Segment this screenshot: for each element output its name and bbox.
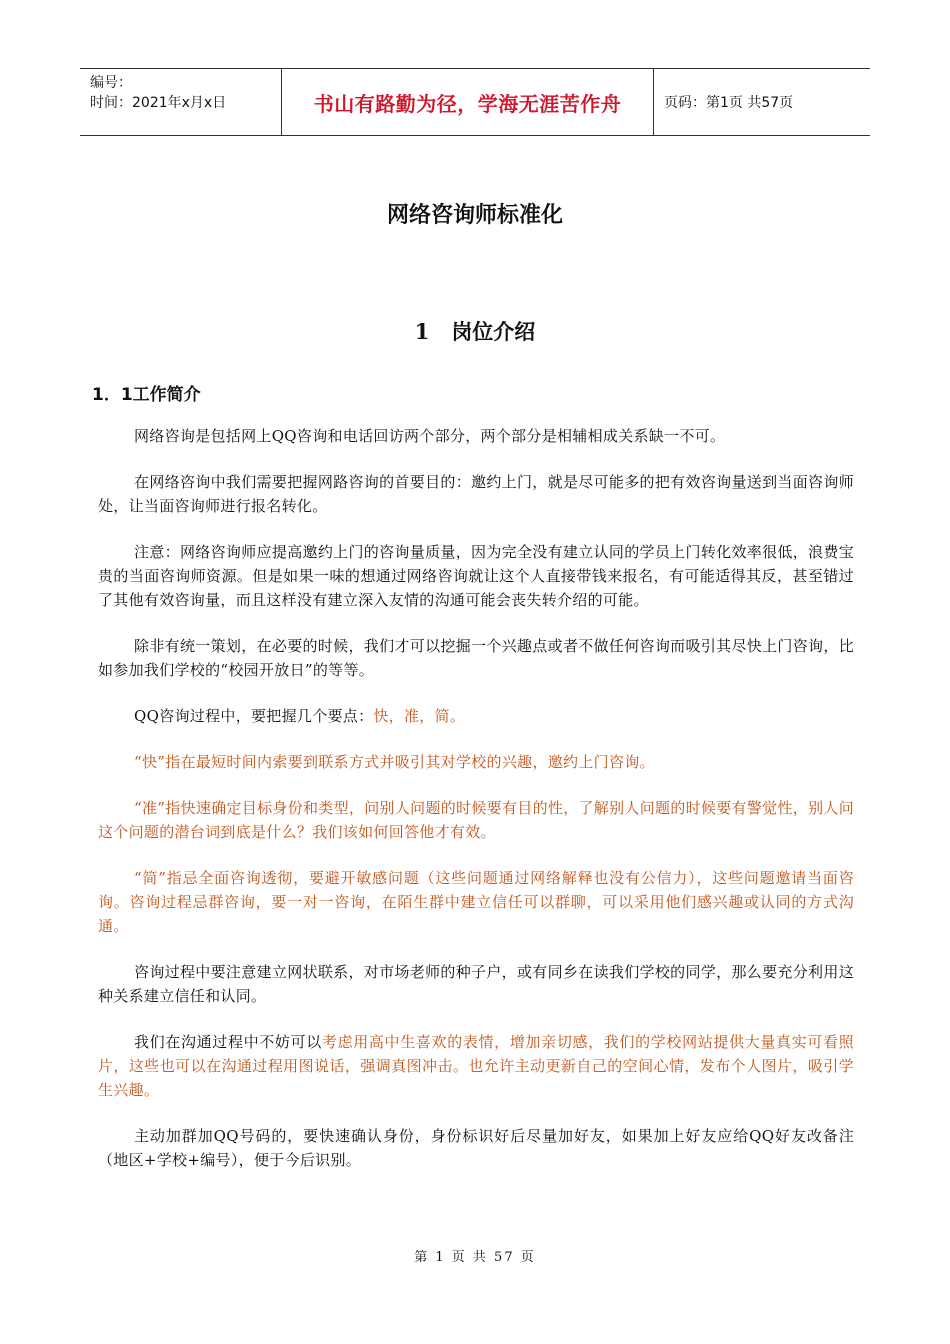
paragraph: 在网络咨询中我们需要把握网路咨询的首要目的：邀约上门，就是尽可能多的把有效咨询量送到当面咨询师处，让当面咨询师进行报名转化。 xyxy=(98,473,854,515)
paragraph: 我们在沟通过程中不妨可以考虑用高中生喜欢的表情，增加亲切感，我们的学校网站提供大量真实可看照片，这些也可以在沟通过程用图说话，强调真图冲击。也允许主动更新自己的空间心情，发布个人图片，吸引学生兴趣。 xyxy=(98,1033,854,1099)
paragraph: 注意：网络咨询师应提高邀约上门的咨询量质量，因为完全没有建立认同的学员上门转化效率很低，浪费宝贵的当面咨询师资源。但是如果一味的想通过网络咨询就让这个人直接带钱来报名，有可能适得其反，甚至错过了其他有效咨询量，而且这样没有建立深入友情的沟通可能会丧失转介绍的可能。 xyxy=(98,543,854,609)
paragraph: 网络咨询是包括网上QQ咨询和电话回访两个部分，两个部分是相辅相成关系缺一不可。 xyxy=(134,427,726,445)
paragraph: QQ咨询过程中，要把握几个要点：快，准，简。 xyxy=(134,707,466,725)
paragraph-kuai: “快”指在最短时间内索要到联系方式并吸引其对学校的兴趣，邀约上门咨询。 xyxy=(134,753,655,771)
highlight-text: 考虑用高中生喜欢的表情，增加亲切感，我们的学校网站提供大量真实可看照片，这些也可以在沟通过程用图说话，强调真图冲击。也允许主动更新自己的空间心情，发布个人图片，吸引学生兴趣。 xyxy=(98,1033,854,1099)
paragraph: 主动加群加QQ号码的，要快速确认身份，身份标识好后尽量加好友，如果加上好友应给QQ好友改备注（地区+学校+编号），便于今后识别。 xyxy=(98,1127,854,1169)
section-heading xyxy=(0,316,950,346)
section-number: 1 xyxy=(414,319,430,344)
time-label: 时间：2021年x月x日 xyxy=(90,95,227,111)
highlight-text: 快，准，简。 xyxy=(373,707,466,725)
paragraph: 除非有统一策划，在必要的时候，我们才可以挖掘一个兴趣点或者不做任何咨询而吸引其尽快上门咨询，比如参加我们学校的“校园开放日”的等等。 xyxy=(98,637,854,679)
header-motto: 书山有路勤为径，学海无涯苦作舟 xyxy=(282,69,654,135)
header-meta xyxy=(80,69,282,135)
page-footer: 第 1 页 共 57 页 xyxy=(414,1250,536,1265)
header-page-info: 页码：第1页 共57页 xyxy=(664,95,794,111)
subsection-heading: 1．1工作简介 xyxy=(92,385,201,405)
document-title: 网络咨询师标准化 xyxy=(386,203,563,228)
paragraph-zhun: “准”指快速确定目标身份和类型，问别人问题的时候要有目的性，了解别人问题的时候要有警觉性，别人问这个问题的潜台词到底是什么？我们该如何回答他才有效。 xyxy=(98,799,854,841)
body-content xyxy=(98,424,854,1194)
page-header xyxy=(80,68,870,136)
section-title: 岗位介绍 xyxy=(451,320,536,344)
paragraph-jian: “简”指忌全面咨询透彻，要避开敏感问题（这些问题通过网络解释也没有公信力），这些问题邀请当面咨询。咨询过程忌群咨询，要一对一咨询，在陌生群中建立信任可以群聊，可以采用他们感兴趣或认同的方式沟通。 xyxy=(98,869,854,935)
number-label: 编号： xyxy=(90,75,132,91)
paragraph: 咨询过程中要注意建立网状联系，对市场老师的种子户，或有同乡在读我们学校的同学，那么要充分利用这种关系建立信任和认同。 xyxy=(98,963,854,1005)
